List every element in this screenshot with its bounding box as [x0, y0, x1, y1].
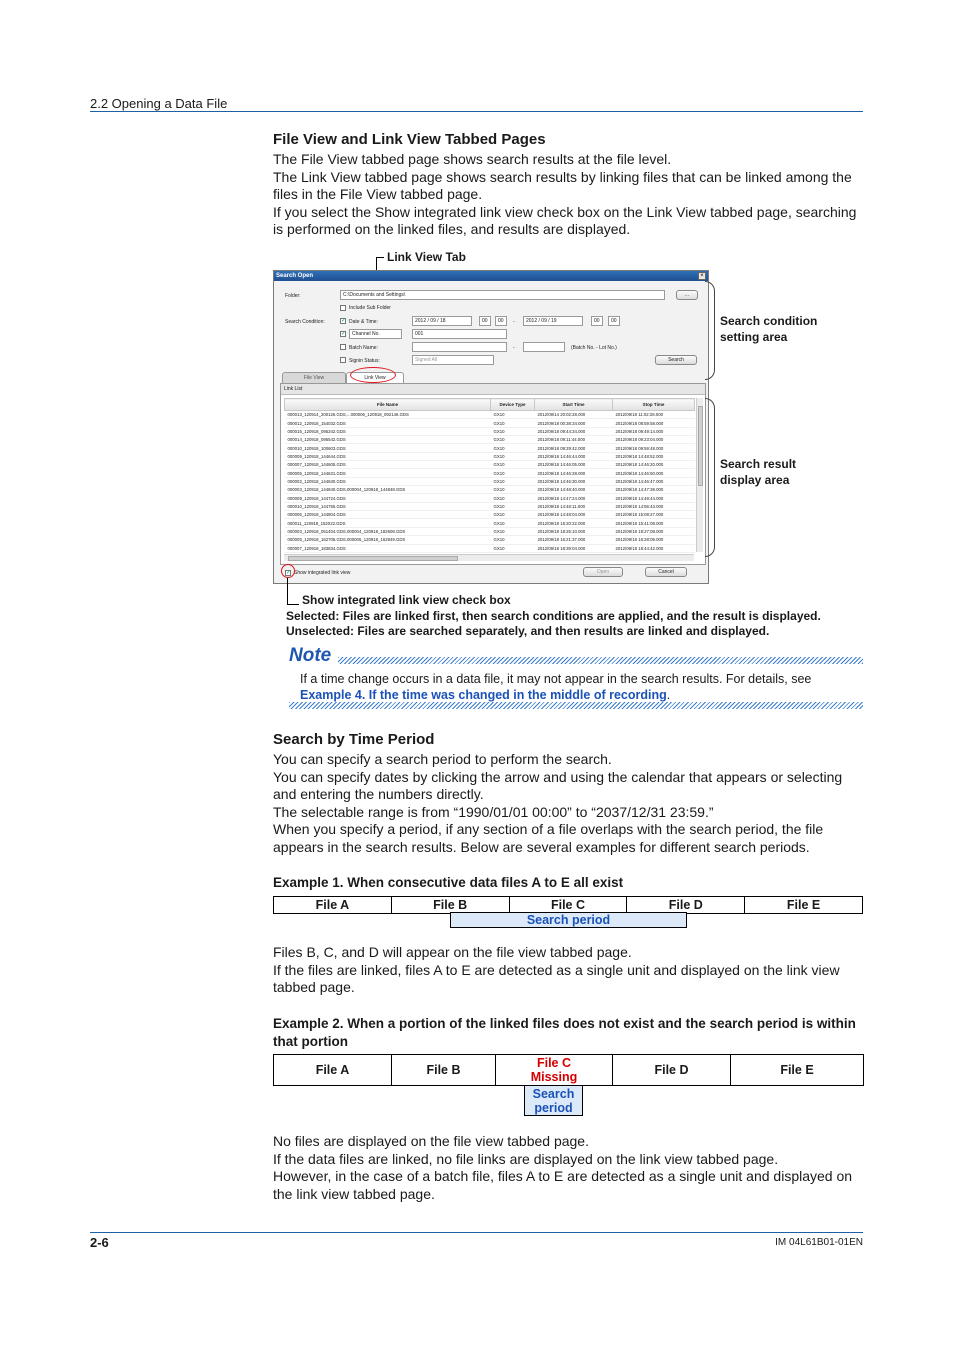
link-list-cell: 000010_120918_100603.GDS [285, 444, 491, 452]
date-time-label: Date & Time: [349, 319, 378, 325]
link-list-cell: 2012/09/18 14:48:52.000 [613, 452, 695, 460]
link-list-cell: 000007_120918_183834.GDS [285, 544, 491, 552]
link-list-cell: 2012/09/18 14:47:39.000 [613, 486, 695, 494]
show-integrated-checkbox[interactable]: ✓ [286, 570, 292, 576]
link-list-cell: 000005_120918_162705.GDS,000006_120918_162849.GDS [285, 536, 491, 544]
callout-search-condition: Search condition setting area [720, 314, 818, 344]
example2-file: File E [731, 1055, 864, 1086]
date-from-field[interactable]: 2012 / 09 / 18 [412, 316, 472, 326]
link-list-cell: 2012/09/18 14:46:44.000 [535, 452, 613, 460]
link-list-row[interactable] [285, 502, 695, 510]
example2-missing-file [496, 1055, 613, 1086]
running-header: 2.2 Opening a Data File [90, 96, 228, 111]
date-time-checkbox[interactable]: ✓ [341, 318, 347, 324]
link-list-cell: 2012/09/18 08:59:58.000 [613, 419, 695, 427]
link-list-cell: 2012/09/18 09:44:34.000 [535, 427, 613, 435]
batch-hint: (Batch No. - Lot No.) [571, 345, 617, 351]
note-text: If a time change occurs in a data file, it may not appear in the search results. For details, see [300, 672, 812, 686]
link-list-cell: 2012/09/18 19:27:08.000 [613, 527, 695, 535]
link-list-cell: 2012/09/18 18:39:04.000 [535, 544, 613, 552]
link-list-cell: 2012/09/18 14:46:47.000 [613, 477, 695, 485]
link-list-cell: 2012/09/18 18:25:10.000 [535, 527, 613, 535]
link-list-cell: GX10 [491, 444, 535, 452]
link-list-cell: GX10 [491, 477, 535, 485]
search-open-dialog [273, 270, 709, 584]
link-list-cell: GX10 [491, 527, 535, 535]
link-list-row[interactable] [285, 486, 695, 494]
link-list-cell: GX10 [491, 486, 535, 494]
example2-heading: Example 2. When a portion of the linked files does not exist and the search period is within that portion [273, 1016, 856, 1049]
link-list-cell: GX10 [491, 419, 535, 427]
file-view-line: If you select the Show integrated link view check box on the Link View tabbed page, searching is performed on the linked files, and results are displayed. [273, 203, 857, 237]
horizontal-scroll-thumb[interactable] [288, 556, 458, 561]
link-list-cell: 000013_120914_200126.GDS,...000006_120918_092146.GDS [285, 411, 491, 419]
link-list-cell: GX10 [491, 536, 535, 544]
callout-selected: Selected: Files are linked first, then search conditions are applied, and the result is displayed. [286, 609, 821, 623]
link-list-cell: GX10 [491, 494, 535, 502]
file-view-line: The Link View tabbed page shows search results by linking files that can be linked among the files in the File View tabbed page. [273, 168, 852, 202]
link-list-row[interactable] [285, 519, 695, 527]
link-list-cell: 2012/09/18 16:28:09.000 [613, 536, 695, 544]
signin-select[interactable]: Signed All [412, 355, 494, 365]
example1-file: File D [627, 897, 745, 914]
link-list-cell: 000012_120918_154032.GDS [285, 419, 491, 427]
note-period: . [666, 688, 671, 702]
search-button[interactable]: Search [655, 355, 697, 365]
link-list-cell: 2012/09/18 00:38:34.000 [535, 419, 613, 427]
dialog-title: Search Open [274, 271, 708, 281]
link-list-cell: 2012/09/18 09:49:14.000 [613, 427, 695, 435]
col-device-type[interactable]: Device Type [491, 399, 535, 411]
time-period-line: When you specify a period, if any section of a file overlaps with the search period, the file appears in the search results. Below are several examples for different search periods. [273, 821, 824, 855]
browse-button[interactable]: ... [676, 290, 698, 300]
link-list-cell: GX10 [491, 511, 535, 519]
example1-text [273, 944, 863, 997]
vertical-scrollbar[interactable] [696, 398, 703, 552]
time-to-hour[interactable]: 00 [591, 316, 603, 326]
example2-text [273, 1133, 863, 1203]
batch-checkbox[interactable] [340, 344, 346, 350]
example1-file: File E [745, 897, 863, 914]
example2-file: File B [392, 1055, 496, 1086]
note-hatch-bottom [289, 702, 863, 709]
example2-file: File D [613, 1055, 731, 1086]
link-list-row[interactable] [285, 536, 695, 544]
include-sub-folder-label: Include Sub Folder [349, 305, 391, 311]
link-list-table [284, 398, 695, 553]
example2-file: File A [274, 1055, 392, 1086]
date-dash: - [513, 319, 515, 325]
link-list-cell: GX10 [491, 461, 535, 469]
time-period-line: You can specify a search period to perform the search. [273, 751, 612, 767]
time-period-line: You can specify dates by clicking the arrow and using the calendar that appears or selecting and entering the numbers directly. [273, 768, 843, 802]
link-list-cell: 2012/09/18 15:08:27.000 [613, 511, 695, 519]
link-list-cell: 2012/09/18 14:47:24.000 [535, 494, 613, 502]
open-button[interactable]: Open [583, 567, 623, 577]
link-list-cell: 000010_120918_144755.GDS [285, 502, 491, 510]
link-list-cell: 2012/09/18 14:48:04.000 [535, 511, 613, 519]
link-list-cell: 000003_120918_144840.GDS,000004_120918_144848.GDS [285, 486, 491, 494]
batch-field[interactable] [412, 342, 507, 352]
note-title: Note [289, 645, 332, 666]
link-list-cell: GX10 [491, 519, 535, 527]
time-period-line: The selectable range is from “1990/01/01 00:00” to “2037/12/31 23:59.” [273, 803, 714, 820]
link-list-row[interactable] [285, 419, 695, 427]
link-list-cell: 2012/09/18 15:41:08.000 [613, 519, 695, 527]
file-view-line: The File View tabbed page shows search results at the file level. [273, 151, 672, 167]
link-list-row[interactable] [285, 477, 695, 485]
missing-file-name: File C [536, 1056, 572, 1070]
callout-unselected: Unselected: Files are searched separately, and then results are linked and displayed. [286, 624, 770, 638]
link-list-cell: 000015_120918_095342.GDS [285, 427, 491, 435]
example2-line: However, in the case of a batch file, files A to E are detected as a single unit and displayed on the link view tabbed page. [273, 1168, 853, 1202]
link-list-cell: GX10 [491, 436, 535, 444]
example1-heading: Example 1. When consecutive data files A to E all exist [273, 875, 624, 890]
link-list-row[interactable] [285, 527, 695, 535]
file-view-text [273, 151, 863, 239]
folder-label: Folder: [285, 293, 301, 299]
link-list-cell: GX10 [491, 502, 535, 510]
link-list-cell: 2012/09/18 14:46:20.000 [613, 461, 695, 469]
link-list-row[interactable] [285, 436, 695, 444]
link-list-cell: 2012/09/18 15:20:22.000 [535, 519, 613, 527]
link-list-cell: 2012/09/18 14:46:28.000 [535, 469, 613, 477]
link-list-cell: 000009_120918_144724.GDS [285, 494, 491, 502]
time-from-hour[interactable]: 00 [479, 316, 491, 326]
example2-search-period [524, 1085, 583, 1116]
link-list-cell: 2012/09/18 16:21:37.000 [535, 536, 613, 544]
note-hatch-top [338, 657, 863, 664]
link-list-cell: 2012/09/18 09:23:04.000 [613, 436, 695, 444]
link-list-body [285, 411, 695, 553]
link-list-cell: 000005_120918_144631.GDS [285, 469, 491, 477]
link-list-cell: GX10 [491, 452, 535, 460]
close-icon[interactable]: × [698, 272, 706, 280]
folder-field[interactable]: C:\Documents and Settings\ [340, 290, 665, 300]
link-list-cell: 2012/09/18 18:44:42.000 [613, 544, 695, 552]
link-list-cell: GX10 [491, 411, 535, 419]
show-integrated-highlight [281, 564, 295, 578]
link-list-cell: 000006_120918_144804.GDS [285, 511, 491, 519]
page-number: 2-6 [90, 1235, 109, 1250]
link-list-row[interactable] [285, 511, 695, 519]
link-list-row[interactable] [285, 544, 695, 552]
horizontal-scrollbar[interactable] [284, 554, 694, 561]
link-list-cell: 2012/09/18 14:46:30.000 [535, 477, 613, 485]
link-list-row[interactable] [285, 444, 695, 452]
file-view-heading: File View and Link View Tabbed Pages [273, 131, 546, 148]
link-list-panel [280, 383, 706, 565]
batch-dash: - [513, 345, 515, 351]
show-integrated-label: Show integrated link view [294, 570, 351, 576]
link-list-cell: 2012/09/18 14:48:44.000 [613, 494, 695, 502]
date-to-field[interactable]: 2012 / 09 / 19 [523, 316, 583, 326]
link-list-row[interactable] [285, 411, 695, 419]
link-list-cell: 000003_120918_051404.GDS,000004_120918_182608.GDS [285, 527, 491, 535]
example1-line: Files B, C, and D will appear on the file view tabbed page. [273, 944, 632, 960]
channel-checkbox[interactable]: ✓ [341, 331, 347, 337]
callout-search-result: Search result display area [720, 457, 797, 487]
link-list-cell: 000014_120918_095542.GDS [285, 436, 491, 444]
example1-line: If the files are linked, files A to E are detected as a single unit and displayed on the link view tabbed page. [273, 961, 840, 995]
vertical-scroll-thumb[interactable] [698, 406, 703, 486]
callout-link-view-tab: Link View Tab [387, 250, 466, 264]
search-period-line: Search [532, 1087, 575, 1101]
link-list-cell: 2012/09/18 14:46:05.000 [535, 461, 613, 469]
example2-line: If the data files are linked, no file links are displayed on the link view tabbed page. [273, 1150, 779, 1167]
note-link[interactable]: Example 4. If the time was changed in the middle of recording [300, 688, 667, 702]
link-list-cell: 2012/09/18 14:56:43.000 [613, 502, 695, 510]
col-file-name[interactable]: File Name [285, 399, 491, 411]
link-list-cell: 2012/09/18 09:29:42.000 [535, 444, 613, 452]
missing-file-label: Missing [530, 1070, 578, 1084]
search-result-brace [705, 398, 715, 557]
example1-search-period: Search period [450, 912, 687, 928]
link-list-cell: 2012/09/18 14:46:50.000 [613, 469, 695, 477]
callout-line [376, 257, 384, 258]
link-list-row[interactable] [285, 469, 695, 477]
link-list-cell: 000009_120918_144644.GDS [285, 452, 491, 460]
lot-field[interactable] [523, 342, 565, 352]
callout-show-integrated: Show integrated link view check box [302, 593, 511, 607]
link-list-cell: 2012/09/14 20:02:28.000 [535, 411, 613, 419]
link-list-cell: 000002_120918_144630.GDS [285, 477, 491, 485]
tab-file-view[interactable]: File View [282, 372, 346, 383]
tab-link-view[interactable]: Link View [346, 372, 404, 383]
time-to-minute[interactable]: 00 [608, 316, 620, 326]
link-list-cell: GX10 [491, 427, 535, 435]
example2-line: No files are displayed on the file view tabbed page. [273, 1133, 589, 1149]
time-period-text [273, 751, 863, 856]
col-stop-time[interactable]: Stop Time [613, 399, 695, 411]
link-list-cell: GX10 [491, 469, 535, 477]
batch-label: Batch Name: [349, 345, 378, 351]
link-view-tab-highlight [350, 367, 396, 383]
doc-id: IM 04L61B01-01EN [775, 1237, 863, 1248]
signin-checkbox[interactable] [340, 357, 346, 363]
include-sub-folder-checkbox[interactable] [340, 305, 346, 311]
example1-file: File B [391, 897, 509, 914]
link-list-cell: GX10 [491, 544, 535, 552]
col-start-time[interactable]: Start Time [535, 399, 613, 411]
search-condition-label: Search Condition: [285, 319, 325, 325]
example1-file: File C [509, 897, 627, 914]
signin-label: Signin Status: [349, 358, 380, 364]
channel-select[interactable]: Channel No. [349, 329, 402, 339]
link-list-cell: 2012/09/18 11:02:28.000 [613, 411, 695, 419]
search-period-line: period [534, 1101, 573, 1115]
example1-file: File A [274, 897, 392, 914]
link-list-cell: 2012/09/18 09:59:48.000 [613, 444, 695, 452]
link-list-label: Link List [281, 384, 705, 395]
link-list-cell: 2012/09/18 14:48:40.000 [535, 486, 613, 494]
link-list-row[interactable] [285, 427, 695, 435]
link-list-cell: 000007_120918_144605.GDS [285, 461, 491, 469]
link-list-row[interactable] [285, 494, 695, 502]
example2-file-table [273, 1054, 864, 1086]
note-body [300, 671, 860, 703]
header-rule [90, 111, 863, 112]
footer-rule [90, 1232, 863, 1233]
channel-value-field[interactable]: 001 [412, 329, 507, 339]
cancel-button[interactable]: Cancel [645, 567, 687, 577]
time-period-heading: Search by Time Period [273, 731, 435, 748]
callout-line [287, 604, 299, 605]
link-list-row[interactable] [285, 461, 695, 469]
link-list-cell: 2012/09/18 09:11:44.000 [535, 436, 613, 444]
link-list-cell: 000011_120918_152022.GDS [285, 519, 491, 527]
link-list-cell: 2012/09/18 14:48:11.000 [535, 502, 613, 510]
link-list-row[interactable] [285, 452, 695, 460]
time-from-minute[interactable]: 00 [495, 316, 507, 326]
search-condition-brace [705, 281, 715, 380]
callout-line [287, 578, 288, 605]
